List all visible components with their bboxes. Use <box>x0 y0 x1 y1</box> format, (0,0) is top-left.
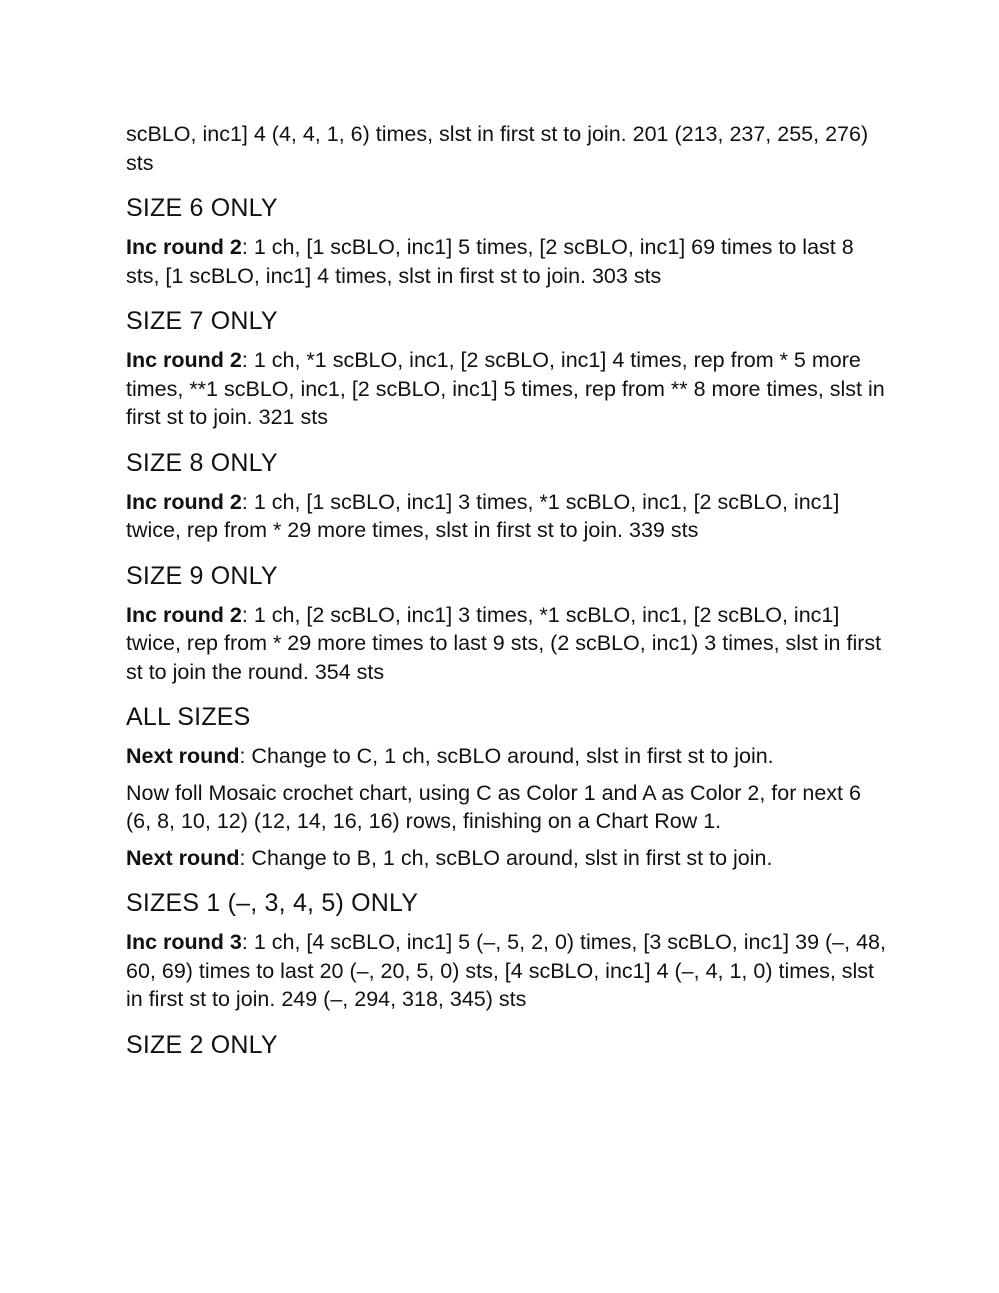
paragraph-text: : 1 ch, [4 scBLO, inc1] 5 (–, 5, 2, 0) times, [3 scBLO, inc1] 39 (–, 48, 60, 69) times to last 20 (–, 20, 5, 0) sts, [4 scBLO, inc1] 4 (–, 4, 1, 0) times, slst in first st to join. 249 (–, 294, 318, 345) sts <box>126 930 886 1011</box>
paragraph-mosaic-chart <box>126 779 886 836</box>
paragraph-text: Now foll Mosaic crochet chart, using C as Color 1 and A as Color 2, for next 6 (6, 8, 10, 12) (12, 14, 16, 16) rows, finishing on a Chart Row 1. <box>126 780 861 833</box>
paragraph-text: scBLO, inc1] 4 (4, 4, 1, 6) times, slst in first st to join. 201 (213, 237, 255, 276) sts <box>126 122 869 175</box>
heading-size-2: SIZE 2 ONLY <box>126 1030 278 1059</box>
paragraph-text: : Change to C, 1 ch, scBLO around, slst in first st to join. <box>239 744 774 768</box>
heading-sizes-1-3-4-5: SIZES 1 (–, 3, 4, 5) ONLY <box>126 889 419 917</box>
paragraph-text: : 1 ch, *1 scBLO, inc1, [2 scBLO, inc1] 4 times, rep from * 5 more times, **1 scBLO, inc1, [2 scBLO, inc1] 5 times, rep from ** 8 more times, slst in first st to join. 321 sts <box>126 348 885 429</box>
instruction-label: Inc round 2 <box>126 489 242 514</box>
paragraph-text: : 1 ch, [1 scBLO, inc1] 3 times, *1 scBLO, inc1, [2 scBLO, inc1] twice, rep from * 29 more times, slst in first st to join. 339 sts <box>126 489 840 542</box>
heading-size-6: SIZE 6 ONLY <box>126 194 278 222</box>
instruction-label: Inc round 2 <box>126 348 242 372</box>
paragraph-inc-round-2-size-7 <box>126 346 886 432</box>
instruction-label: Next round <box>126 845 240 870</box>
paragraph-inc-round-2-size-6 <box>126 233 886 290</box>
paragraph-inc-round-2-size-9 <box>126 601 886 687</box>
heading-all-sizes: ALL SIZES <box>126 703 251 731</box>
heading-size-9: SIZE 9 ONLY <box>126 561 278 590</box>
heading-size-8: SIZE 8 ONLY <box>126 448 278 477</box>
paragraph-sizes-continuation <box>126 120 886 177</box>
paragraph-text: : 1 ch, [1 scBLO, inc1] 5 times, [2 scBLO, inc1] 69 times to last 8 sts, [1 scBLO, inc1] 4 times, slst in first st to join. 303 sts <box>126 235 854 288</box>
instruction-label: Inc round 3 <box>126 930 242 954</box>
instruction-label: Inc round 2 <box>126 235 242 259</box>
paragraph-text: : Change to B, 1 ch, scBLO around, slst in first st to join. <box>239 845 773 870</box>
heading-size-7: SIZE 7 ONLY <box>126 307 278 335</box>
paragraph-inc-round-3 <box>126 928 886 1014</box>
paragraph-text: : 1 ch, [2 scBLO, inc1] 3 times, *1 scBLO, inc1, [2 scBLO, inc1] twice, rep from * 29 more times to last 9 sts, (2 scBLO, inc1) 3 times, slst in first st to join the round. 354 sts <box>126 602 882 684</box>
paragraph-next-round-c <box>126 742 886 771</box>
instruction-label: Inc round 2 <box>126 602 242 627</box>
paragraph-inc-round-2-size-8 <box>126 488 886 545</box>
paragraph-next-round-b <box>126 844 886 873</box>
instruction-label: Next round <box>126 744 240 768</box>
pattern-page <box>126 120 886 1060</box>
